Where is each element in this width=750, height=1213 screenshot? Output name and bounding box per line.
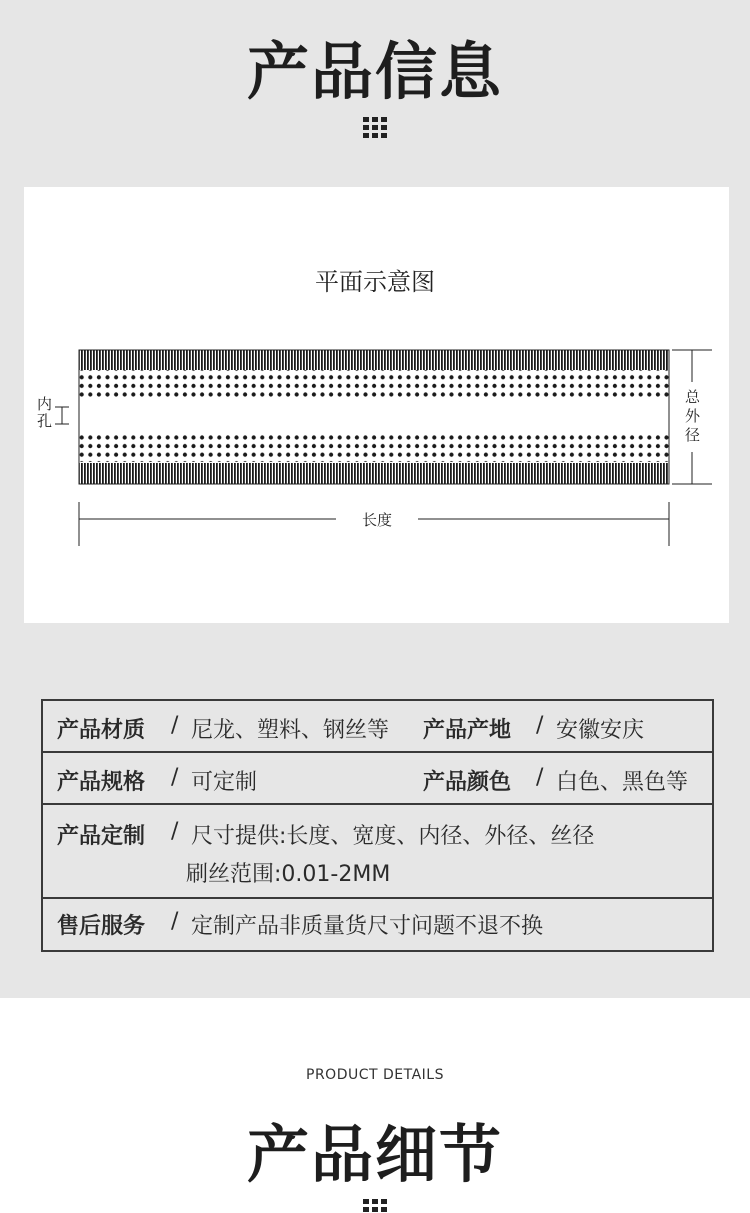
origin-label: 产品产地	[423, 718, 512, 743]
brush-strip	[79, 350, 669, 484]
custom-value-line2: 刷丝范围:0.01-2MM	[186, 862, 391, 887]
grid-dots-icon	[363, 1199, 387, 1213]
separator: /	[171, 819, 179, 844]
diagram-title: 平面示意图	[315, 268, 435, 296]
grid-dots-icon	[363, 117, 387, 139]
details-title: 产品细节	[246, 1118, 503, 1191]
table-row	[43, 753, 712, 805]
after-sales-value: 定制产品非质量货尺寸问题不退不换	[191, 914, 544, 939]
separator: /	[536, 765, 544, 790]
color-label: 产品颜色	[423, 770, 512, 795]
spec-value: 可定制	[191, 770, 258, 795]
color-value: 白色、黑色等	[556, 770, 689, 795]
table-row	[43, 701, 712, 753]
custom-value-line1: 尺寸提供:长度、宽度、内径、外径、丝径	[191, 824, 595, 849]
spec-table	[41, 699, 714, 952]
length-label: 长度	[361, 511, 392, 529]
origin-value: 安徽安庆	[556, 718, 645, 743]
spec-label: 产品规格	[57, 770, 146, 795]
details-subtitle: PRODUCT DETAILS	[306, 1067, 444, 1083]
table-row	[43, 805, 712, 899]
table-row	[43, 899, 712, 950]
page-title: 产品信息	[246, 35, 503, 108]
separator: /	[171, 909, 179, 934]
separator: /	[171, 713, 179, 738]
after-sales-label: 售后服务	[57, 914, 146, 939]
separator: /	[536, 713, 544, 738]
material-label: 产品材质	[57, 718, 146, 743]
separator: /	[171, 765, 179, 790]
outer-diameter-label: 总外径	[685, 388, 701, 444]
inner-hole-dimension	[55, 407, 69, 424]
custom-label: 产品定制	[57, 824, 146, 849]
material-value: 尼龙、塑料、钢丝等	[191, 718, 390, 743]
inner-hole-label: 内孔	[37, 395, 53, 430]
